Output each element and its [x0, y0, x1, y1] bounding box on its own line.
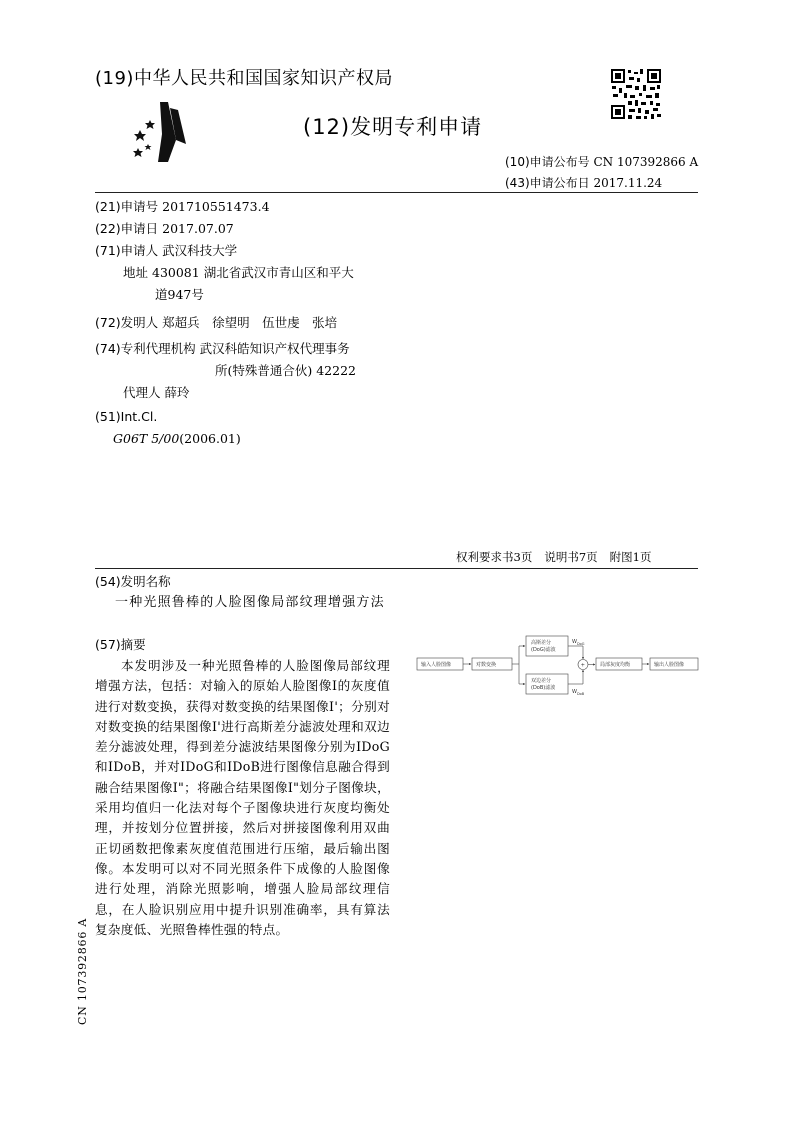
patent-agency-line2: 所(特殊普通合伙) 42222: [215, 363, 356, 378]
publication-date: [505, 174, 662, 191]
log-transform-label: 对数变换: [476, 662, 497, 668]
address-line1: 430081 湖北省武汉市青山区和平大: [152, 265, 354, 280]
input-image-label: 输入人脸图像: [421, 662, 452, 668]
sum-symbol: +: [580, 662, 586, 669]
agent: [95, 382, 356, 404]
publication-date-label: (43)申请公布日: [505, 176, 590, 190]
inventors-value: 郑超兵 徐望明 伍世虔 张培: [162, 315, 338, 330]
invention-title: 一种光照鲁棒的人脸图像局部纹理增强方法: [115, 595, 385, 610]
claims-pages: 权利要求书3页: [456, 550, 533, 564]
int-cl-label: (51)Int.Cl.: [95, 409, 158, 424]
application-date-label: (22)申请日: [95, 221, 159, 236]
bibliographic-data: [95, 196, 356, 450]
equalize-label: 局部灰度均衡: [600, 662, 631, 668]
application-date-value: 2017.07.07: [162, 221, 234, 236]
application-number-value: 201710551473.4: [162, 199, 270, 214]
side-publication-number: CN 107392866 A: [76, 917, 89, 1025]
int-cl-code: [95, 428, 356, 450]
address-line2: 道947号: [155, 287, 204, 302]
publication-number-label: (10)申请公布号: [505, 155, 590, 169]
address: [95, 262, 356, 284]
weight-dog: $W_{DoG}$: [572, 639, 585, 646]
int-cl: [95, 406, 356, 428]
address-continued: [95, 284, 356, 306]
dob-filter-sub: (DoB)滤波: [531, 685, 556, 691]
applicant-value: 武汉科技大学: [162, 243, 238, 258]
dog-filter-label: 高斯差分: [531, 640, 552, 646]
publication-date-value: 2017.11.24: [593, 176, 663, 190]
description-pages: 说明书7页: [544, 550, 598, 564]
applicant-label: (71)申请人: [95, 243, 159, 258]
publication-number: [505, 153, 698, 170]
address-label: 地址: [123, 265, 149, 280]
abstract-label: (57)摘要: [95, 637, 146, 652]
patent-agency-line1: 武汉科皓知识产权代理事务: [199, 341, 350, 356]
int-cl-version: (2006.01): [179, 431, 241, 446]
application-number-label: (21)申请号: [95, 199, 159, 214]
dog-filter-box: [526, 636, 568, 656]
weight-dob: $W_{DoB}$: [572, 689, 585, 696]
dob-filter-label: 双边差分: [531, 678, 552, 684]
patent-agency-continued: [95, 360, 356, 382]
flow-diagram: [415, 630, 705, 710]
inventors-label: (72)发明人: [95, 315, 159, 330]
publication-number-value: CN 107392866 A: [593, 155, 699, 169]
int-cl-code-value: G06T 5/00: [113, 431, 180, 446]
patent-agency: [95, 338, 356, 360]
body-divider: [95, 568, 698, 569]
inventors: [95, 312, 356, 334]
cnipa-logo: [128, 100, 190, 170]
patent-office-name: (19)中华人民共和国国家知识产权局: [95, 68, 393, 89]
applicant: [95, 240, 356, 262]
document-type: (12)发明专利申请: [303, 115, 483, 139]
drawings-pages: 附图1页: [609, 550, 652, 564]
agent-value: 薛玲: [164, 385, 190, 400]
application-number: [95, 196, 356, 218]
application-date: [95, 218, 356, 240]
page-counts: [456, 549, 651, 565]
dob-filter-box: [526, 674, 568, 694]
dog-filter-sub: (DoG)滤波: [531, 647, 556, 653]
qr-code: [610, 68, 662, 120]
abstract-text: 本发明涉及一种光照鲁棒的人脸图像局部纹理增强方法，包括：对输入的原始人脸图像I的灰度值进行对数变换，获得对数变换的结果图像I'；分别对对数变换的结果图像I'进行高斯差分滤波处理和双边差分滤波处理，得到差分滤波结果图像分别为IDoG和IDoB，并对IDoG和IDoB进行图像信息融合得到融合结果图像I"；将融合结果图像I"划分子图像块，采用均值归一化法对每个子图像块进行灰度均衡处理，并按划分位置拼接，然后对拼接图像利用双曲正切函数把像素灰度值范围进行压缩，最后输出图像。本发明可以对不同光照条件下成像的人脸图像进行处理，消除光照影响，增强人脸局部纹理信息，在人脸识别应用中提升识别准确率，具有算法复杂度低、光照鲁棒性强的特点。: [95, 658, 390, 937]
patent-agency-label: (74)专利代理机构: [95, 341, 196, 356]
invention-title-label: (54)发明名称: [95, 574, 171, 589]
agent-label: 代理人: [123, 385, 161, 400]
output-label: 输出人脸图像: [654, 662, 685, 668]
header-divider: [95, 192, 698, 193]
